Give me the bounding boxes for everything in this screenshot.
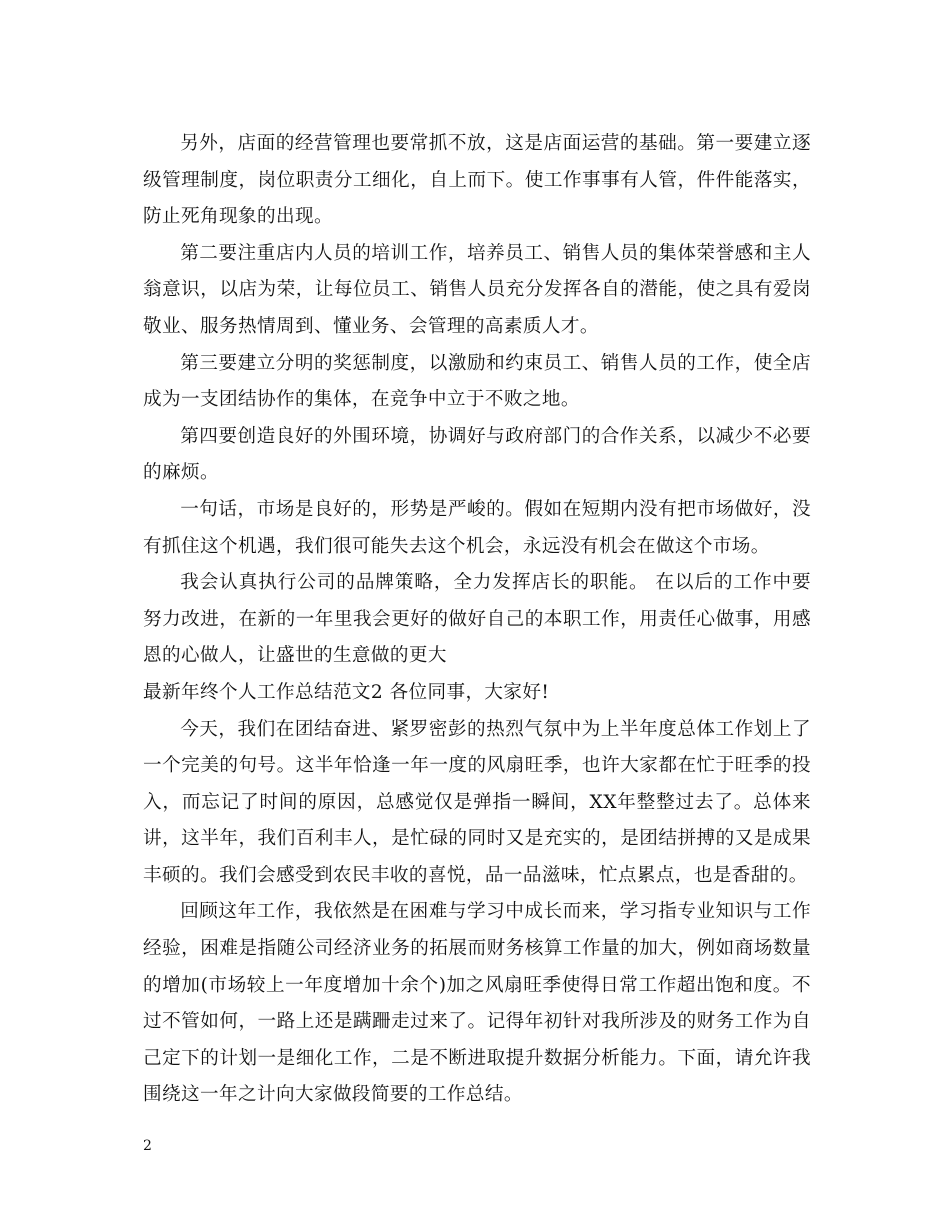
paragraph-2: 第二要注重店内人员的培训工作，培养员工、销售人员的集体荣誉感和主人翁意识，以店为荣，让每位员工、销售人员充分发挥各自的潜能，使之具有爱岗敬业、服务热情周到、懂业务、会管理的高素质人才。: [143, 242, 811, 337]
paragraph-5: 一句话，市场是良好的，形势是严峻的。假如在短期内没有把市场做好，没有抓住这个机遇，我们很可能失去这个机会，永远没有机会在做这个市场。: [143, 498, 811, 557]
paragraph-3: 第三要建立分明的奖惩制度，以激励和约束员工、销售人员的工作，使全店成为一支团结协作的集体，在竞争中立于不败之地。: [143, 352, 811, 411]
paragraph-4: 第四要创造良好的外围环境，协调好与政府部门的合作关系，以减少不必要的麻烦。: [143, 425, 811, 484]
section-heading-line: 最新年终个人工作总结范文2 各位同事，大家好!: [143, 681, 550, 703]
document-body: [143, 126, 811, 1114]
paragraph-1: 另外，店面的经营管理也要常抓不放，这是店面运营的基础。第一要建立逐级管理制度，岗位职责分工细化，自上而下。使工作事事有人管，件件能落实，防止死角现象的出现。: [143, 133, 811, 228]
paragraph-6: 我会认真执行公司的品牌策略，全力发挥店长的职能。 在以后的工作中要努力改进，在新的一年里我会更好的做好自己的本职工作，用责任心做事，用感恩的心做人，让盛世的生意做的更大: [143, 572, 811, 667]
paragraph-7: 今天，我们在团结奋进、紧罗密彭的热烈气氛中为上半年度总体工作划上了一个完美的句号。这半年恰逢一年一度的风扇旺季，也许大家都在忙于旺季的投入，而忘记了时间的原因，总感觉仅是弹指一瞬间，XX年整整过去了。总体来讲，这半年，我们百利丰人，是忙碌的同时又是充实的，是团结拼搏的又是成果丰硕的。我们会感受到农民丰收的喜悦，品一品滋味，忙点累点，也是香甜的。: [143, 718, 811, 886]
paragraph-8: 回顾这年工作，我依然是在困难与学习中成长而来，学习指专业知识与工作经验，困难是指随公司经济业务的拓展而财务核算工作量的加大，例如商场数量的增加(市场较上一年度增加十余个)加之风扇旺季使得日常工作超出饱和度。不过不管如何，一路上还是蹒跚走过来了。记得年初针对我所涉及的财务工作为自己定下的计划一是细化工作，二是不断进取提升数据分析能力。下面，请允许我围绕这一年之计向大家做段简要的工作总结。: [143, 901, 811, 1106]
page-number: 2: [143, 1138, 152, 1154]
